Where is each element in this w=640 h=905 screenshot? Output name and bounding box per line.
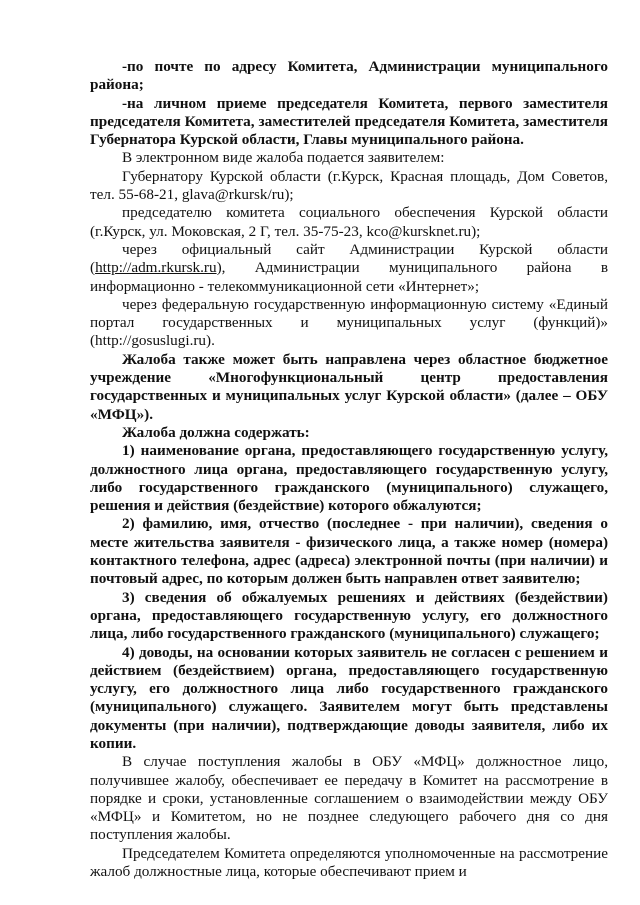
paragraph-official-site	[90, 241, 608, 296]
paragraph-electronic-intro: В электронном виде жалоба подается заявителем:	[122, 149, 445, 167]
paragraph-mfc: Жалоба также может быть направлена через областное бюджетное учреждение «Многофункциональный центр предоставления государственных и муниципальных услуг Курской области» (далее – ОБУ «МФЦ»).	[90, 350, 608, 423]
list-item-2: 2) фамилию, имя, отчество (последнее - при наличии), сведения о месте жительства заявителя - физического лица, а также номер (номера) контактного телефона, адрес (адреса) электронной почты (при наличии) и почтовый адрес, по которым должен быть направлен ответ заявителю;	[90, 515, 608, 588]
paragraph-chairman: Председателем Комитета определяются уполномоченные на рассмотрение жалоб должностные лица, которые обеспечивают прием и	[90, 844, 608, 881]
paragraph-complaint-contents: Жалоба должна содержать:	[122, 423, 310, 441]
paragraph-mfc-transfer: В случае поступления жалобы в ОБУ «МФЦ» должностное лицо, получившее жалобу, обеспечивает ее передачу в Комитет на рассмотрение в порядке и сроки, установленные соглашением о взаимодействии между ОБУ «МФЦ» и Комитетом, но не позднее следующего рабочего дня со дня поступления жалобы.	[90, 753, 608, 844]
official-site-text-after: ), Администрации муниципального района в информационно - телекоммуникационной сети «Интернет»;	[90, 259, 608, 295]
official-site-text-before: через официальный сайт Администрации Курской области (	[90, 240, 608, 277]
paragraph-governor: Губернатору Курской области (г.Курск, Красная площадь, Дом Советов, тел. 55-68-21, glava@rkursk/ru);	[90, 167, 608, 204]
list-item-4: 4) доводы, на основании которых заявитель не согласен с решением и действием (бездействием) органа, предоставляющего государственную услугу, его должностного лица либо государственного гражданского (муниципального) служащего. Заявителем могут быть представлены документы (при наличии), подтверждающие доводы заявителя, либо их копии.	[90, 643, 608, 752]
list-item-1: 1) наименование органа, предоставляющего государственную услугу, должностного лица органа, предоставляющего государственную услугу, либо государственного гражданского (муниципального) служащего, решения и действия (бездействие) которого обжалуются;	[90, 442, 608, 515]
paragraph-federal-portal: через федеральную государственную информационную систему «Единый портал государственных и муниципальных услуг (функций)» (http://gosuslugi.ru).	[90, 295, 608, 350]
paragraph-by-mail: -по почте по адресу Комитета, Администрации муниципального района;	[90, 58, 608, 94]
paragraph-committee-chair: председателю комитета социального обеспечения Курской области (г.Курск, ул. Моковская, 2 Г, тел. 35-75-23, kco@kursknet.ru);	[90, 204, 608, 240]
list-item-3: 3) сведения об обжалуемых решениях и действиях (бездействии) органа, предоставляющего государственную услугу, его должностного лица, либо государственного гражданского (муниципального) служащего;	[90, 588, 608, 643]
paragraph-personal-reception: -на личном приеме председателя Комитета, первого заместителя председателя Комитета, заместителей председателя Комитета, заместителя Губернатора Курской области, Главы муниципального района.	[90, 94, 608, 149]
official-site-link[interactable]: http://adm.rkursk.ru	[95, 259, 217, 277]
